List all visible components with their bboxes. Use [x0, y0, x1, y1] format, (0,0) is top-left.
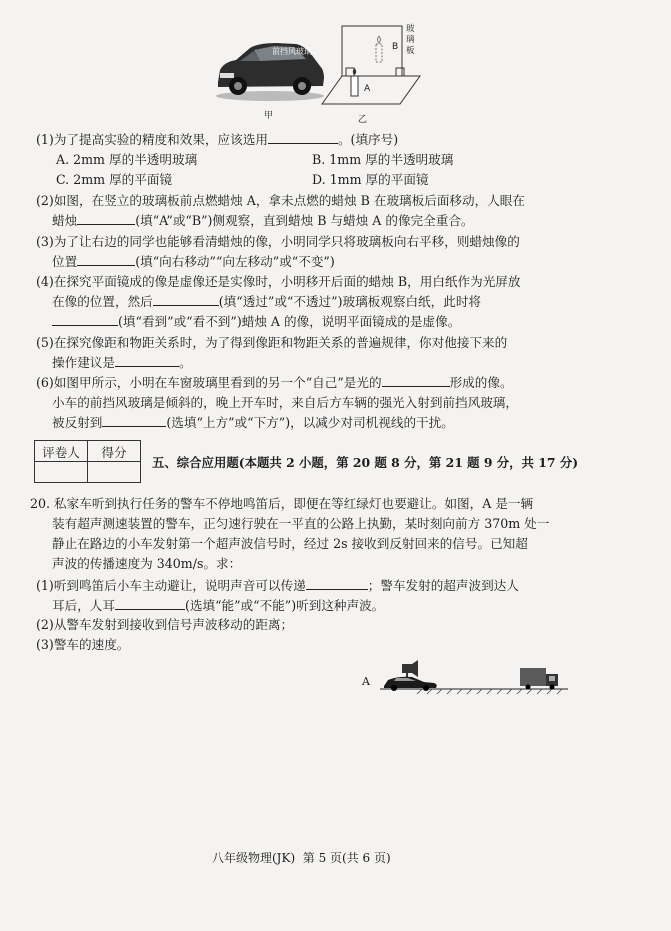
- question-line: [52, 213, 474, 229]
- question-text: 。: [178, 355, 192, 370]
- question-text: 。(填序号): [337, 132, 399, 147]
- answer-blank[interactable]: [382, 375, 450, 387]
- question-text: 在像的位置，然后: [52, 294, 153, 309]
- figure-jia: [210, 40, 330, 121]
- question-20-sub-2: (2)从警车发射到接收到信号声波移动的距离；: [36, 617, 294, 632]
- question-line: [36, 375, 513, 391]
- question-text: (6)如图甲所示，小明在车窗玻璃里看到的另一个“自己”是光的: [36, 375, 382, 390]
- option-d: D. 1mm 厚的平面镜: [312, 172, 429, 187]
- question-line: [36, 335, 507, 351]
- caption-jia: 甲: [264, 111, 274, 121]
- question-20-intro-line: 20. 私家车听到执行任务的警车不停地鸣笛后，即便在等红绿灯也要避让。如图，A 是一辆: [30, 496, 534, 511]
- question-text: (选填“能”或“不能”)听到这种声波。: [184, 598, 385, 613]
- answer-blank[interactable]: [268, 132, 338, 144]
- option-b: B. 1mm 厚的半透明玻璃: [312, 152, 454, 167]
- question-line: [52, 254, 335, 270]
- answer-blank[interactable]: [306, 578, 368, 590]
- question-text: (填“透过”或“不透过”)玻璃板观察白纸，此时将: [218, 294, 482, 309]
- section-title: 五、综合应用题(本题共 2 小题，第 20 题 8 分，第 21 题 9 分，共 17 分): [152, 455, 579, 470]
- answer-blank[interactable]: [77, 254, 135, 266]
- question-text: 小车的前挡风玻璃是倾斜的，晚上开车时，来自后方车辆的强光入射到前挡风玻璃，: [52, 395, 518, 410]
- option-c: C. 2mm 厚的平面镜: [56, 172, 173, 187]
- score-table-grader-cell[interactable]: [35, 462, 88, 483]
- question-line: [36, 193, 525, 209]
- question-line: [36, 274, 520, 290]
- question-text: (填“向右移动”“向左移动”或“不变”): [135, 254, 335, 269]
- question-text: 形成的像。: [449, 375, 513, 390]
- answer-blank[interactable]: [115, 598, 185, 610]
- question-line: [52, 314, 460, 330]
- answer-blank[interactable]: [77, 213, 135, 225]
- score-table-score-cell[interactable]: [88, 462, 141, 483]
- candle-b-label: B: [392, 42, 399, 52]
- question-text: 蜡烛: [52, 213, 78, 228]
- question-text: (选填“上方”或“下方”)，以减少对司机视线的干扰。: [166, 415, 454, 430]
- question-20-intro-line: 静止在路边的小车发射第一个超声波信号时，经过 2s 接收到反射回来的信号。已知超: [52, 536, 528, 551]
- question-text: (1)为了提高实验的精度和效果，应该选用: [36, 132, 268, 147]
- question-20-intro-line: 声波的传播速度为 340m/s。求：: [52, 556, 242, 571]
- question-text: 操作建议是: [52, 355, 115, 370]
- question-20-sub-3: (3)警车的速度。: [36, 637, 130, 652]
- question-line: [36, 234, 520, 250]
- question-text: 耳后，人耳: [52, 598, 115, 613]
- police-car-figure: [362, 656, 572, 696]
- question-line: [36, 578, 519, 594]
- road-diagram: [362, 656, 572, 696]
- question-text: (3)为了让右边的同学也能够看清蜡烛的像，小明同学只将玻璃板向右平移，则蜡烛像的: [36, 234, 520, 249]
- question-line: [52, 294, 481, 310]
- question-text: 被反射到: [52, 415, 103, 430]
- question-line: [52, 395, 518, 411]
- candle-a-label: A: [364, 84, 371, 94]
- answer-blank[interactable]: [102, 415, 166, 427]
- question-text: 位置: [52, 254, 78, 269]
- car-photo-image: [210, 40, 330, 102]
- question-line: [36, 132, 398, 148]
- figure-yi: [320, 24, 430, 124]
- page-footer: 八年级物理(JK) 第 5 页(共 6 页): [212, 851, 391, 865]
- question-text: (5)在探究像距和物距关系时，为了得到像距和物距关系的普遍规律，你对他接下来的: [36, 335, 508, 350]
- caption-yi: 乙: [358, 115, 368, 125]
- question-text: (1)听到鸣笛后小车主动避让，说明声音可以传递: [36, 578, 306, 593]
- question-text: (2)如图，在竖立的玻璃板前点燃蜡烛 A，拿未点燃的蜡烛 B 在玻璃板后面移动，人眼在: [36, 193, 525, 208]
- answer-blank[interactable]: [153, 294, 219, 306]
- question-line: [52, 355, 192, 371]
- question-20-intro-line: 装有超声测速装置的警车，正匀速行驶在一平直的公路上执勤，某时刻向前方 370m 处一: [52, 516, 550, 531]
- score-table-header-score: 得分: [88, 441, 141, 462]
- answer-blank[interactable]: [52, 314, 118, 326]
- question-line: [52, 598, 384, 614]
- windshield-label: 前挡风玻璃: [272, 47, 312, 56]
- answer-blank[interactable]: [115, 355, 179, 367]
- question-text: (4)在探究平面镜成的像是虚像还是实像时，小明移开后面的蜡烛 B，用白纸作为光屏放: [36, 274, 521, 289]
- police-car-label-a: A: [362, 675, 370, 688]
- score-table-header-grader: 评卷人: [35, 441, 88, 462]
- question-text: (填“A”或“B”)侧观察，直到蜡烛 B 与蜡烛 A 的像完全重合。: [135, 213, 474, 228]
- score-table: [34, 440, 141, 483]
- question-line: [52, 415, 454, 431]
- option-a: A. 2mm 厚的半透明玻璃: [56, 152, 198, 167]
- glass-label: 玻 璃 板: [406, 24, 415, 56]
- question-text: ；警车发射的超声波到达人: [367, 578, 519, 593]
- question-text: (填“看到”或“看不到”)蜡烛 A 的像，说明平面镜成的是虚像。: [118, 314, 461, 329]
